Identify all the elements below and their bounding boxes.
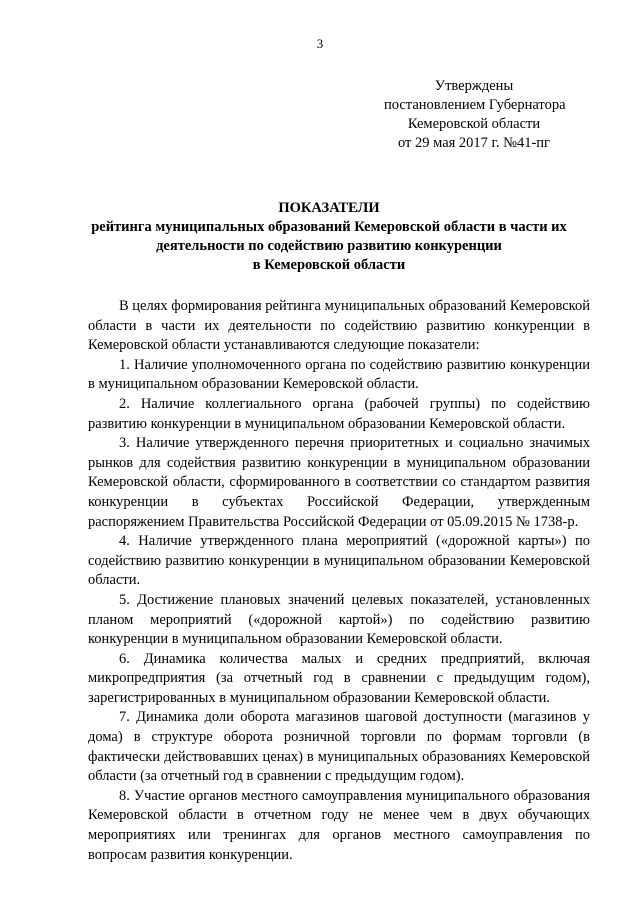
indicator-item-7: 7. Динамика доли оборота магазинов шаговой доступности (магазинов у дома) в структуре оборота розничной торговли по формам торговли (в фактически действовавших ценах) в муниципальных образованиях Кемеровской области (за отчетный год в сравнении с предыдущим годом).: [88, 709, 590, 785]
document-title: [60, 199, 598, 275]
indicator-item-3: 3. Наличие утвержденного перечня приоритетных и социально значимых рынков для содействия развитию конкуренции в муниципальном образовании Кемеровской области, сформированного в соответствии со стандартом развития конкуренции в субъектах Российской Федерации, утвержденным распоряжением Правительства Российской Федерации от 05.09.2015 № 1738-р.: [88, 435, 590, 530]
indicator-item-2: 2. Наличие коллегиального органа (рабочей группы) по содействию развитию конкуренции в муниципальном образовании Кемеровской области.: [88, 395, 590, 432]
page-number: 3: [316, 36, 324, 51]
indicator-item-6: 6. Динамика количества малых и средних предприятий, включая микропредприятия (за отчетный год в сравнении с предыдущим годом), зарегистрированных в муниципальном образовании Кемеровской области.: [88, 650, 590, 706]
title-line-2: рейтинга муниципальных образований Кемеровской области в части их: [91, 219, 567, 235]
indicator-item-5: 5. Достижение плановых значений целевых показателей, установленных планом мероприятий («дорожной картой») по содействию развитию конкуренции в муниципальном образовании Кемеровской области.: [88, 591, 590, 648]
approval-block: [384, 77, 564, 153]
indicator-item-4: 4. Наличие утвержденного плана мероприятий («дорожной карты») по содействию развитию конкуренции в муниципальном образовании Кемеровской области.: [88, 533, 590, 589]
approval-line-1: Утверждены: [434, 78, 514, 94]
approval-line-3: Кемеровской области: [407, 116, 541, 132]
body-text: [88, 297, 590, 865]
approval-line-4: от 29 мая 2017 г. №41-пг: [397, 135, 550, 151]
title-line-3: деятельности по содействию развитию конкуренции: [156, 238, 502, 254]
title-line-1: ПОКАЗАТЕЛИ: [278, 200, 380, 216]
title-line-4: в Кемеровской области: [252, 257, 406, 273]
approval-line-2: постановлением Губернатора: [384, 97, 566, 113]
indicator-item-1: 1. Наличие уполномоченного органа по содействию развитию конкуренции в муниципальном образовании Кемеровской области.: [88, 356, 590, 393]
intro-paragraph: В целях формирования рейтинга муниципальных образований Кемеровской области в части их деятельности по содействию развитию конкуренции в Кемеровской области устанавливаются следующие показатели:: [88, 298, 590, 354]
indicator-item-8: 8. Участие органов местного самоуправления муниципального образования Кемеровской области в отчетном году не менее чем в двух обучающих мероприятиях или тренингах для органов местного самоуправления по вопросам развития конкуренции.: [88, 787, 590, 863]
